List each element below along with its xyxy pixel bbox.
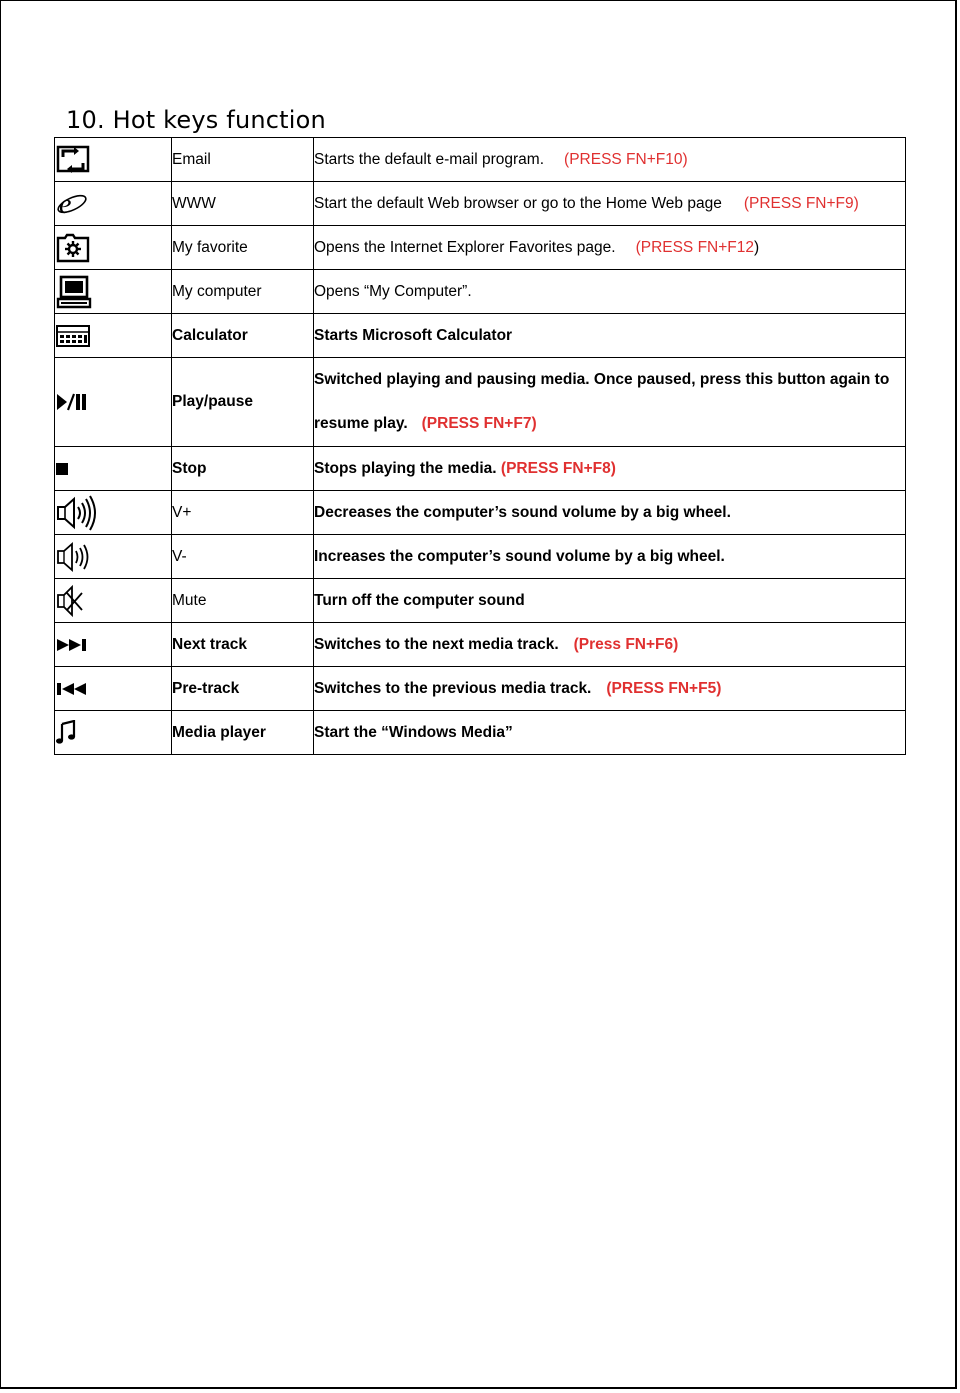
row-name-next: Next track bbox=[172, 623, 314, 667]
table-row bbox=[55, 711, 906, 755]
row-name-prev: Pre-track bbox=[172, 667, 314, 711]
row-desc-next: Switches to the next media track. bbox=[314, 635, 559, 653]
row-name-media: Media player bbox=[172, 711, 314, 755]
row-press-favorite-close: ) bbox=[754, 238, 760, 256]
play-pause-icon bbox=[55, 393, 89, 411]
row-name-playpause: Play/pause bbox=[172, 358, 314, 447]
table-row bbox=[55, 270, 906, 314]
row-name-vol-down: V- bbox=[172, 535, 314, 579]
row-name-calculator: Calculator bbox=[172, 314, 314, 358]
row-name-favorite: My favorite bbox=[172, 226, 314, 270]
table-row bbox=[55, 491, 906, 535]
music-note-icon bbox=[55, 720, 79, 746]
table-row bbox=[55, 182, 906, 226]
row-name-stop: Stop bbox=[172, 447, 314, 491]
row-desc-vol-down: Increases the computer’s sound volume by a big wheel. bbox=[314, 535, 906, 579]
table-row bbox=[55, 314, 906, 358]
favorites-icon bbox=[55, 232, 91, 264]
table-row bbox=[55, 667, 906, 711]
previous-track-icon bbox=[55, 681, 89, 697]
table-row bbox=[55, 358, 906, 447]
table-row bbox=[55, 623, 906, 667]
row-name-www: WWW bbox=[172, 182, 314, 226]
row-desc-playpause: Switched playing and pausing media. Once paused, press this button again to bbox=[314, 371, 890, 388]
row-desc-media: Start the “Windows Media” bbox=[314, 711, 906, 755]
row-name-mute: Mute bbox=[172, 579, 314, 623]
calculator-icon bbox=[55, 324, 91, 348]
table-row bbox=[55, 535, 906, 579]
row-press-www: (PRESS FN+F9) bbox=[743, 194, 859, 212]
row-press-next: (Press FN+F6) bbox=[573, 635, 679, 653]
row-press-stop: (PRESS FN+F8) bbox=[500, 459, 616, 477]
row-desc-vol-up: Decreases the computer’s sound volume by a big wheel. bbox=[314, 491, 906, 535]
email-icon bbox=[55, 143, 93, 177]
row-name-email: Email bbox=[172, 138, 314, 182]
section-heading: 10. Hot keys function bbox=[66, 106, 326, 134]
table-row bbox=[55, 138, 906, 182]
volume-up-icon bbox=[55, 494, 99, 532]
row-desc-calculator: Starts Microsoft Calculator bbox=[314, 314, 906, 358]
row-desc-mute: Turn off the computer sound bbox=[314, 579, 906, 623]
table-row bbox=[55, 226, 906, 270]
table-row bbox=[55, 579, 906, 623]
svg-text:e: e bbox=[59, 188, 72, 219]
row-desc-computer: Opens “My Computer”. bbox=[314, 270, 906, 314]
internet-explorer-icon bbox=[55, 189, 89, 219]
table-row bbox=[55, 447, 906, 491]
row-desc2-playpause: resume play. bbox=[314, 415, 408, 432]
row-desc-email: Starts the default e-mail program. bbox=[314, 150, 545, 168]
computer-icon bbox=[55, 275, 93, 309]
row-press-prev: (PRESS FN+F5) bbox=[606, 679, 722, 697]
row-name-vol-up: V+ bbox=[172, 491, 314, 535]
row-desc-stop: Stops playing the media. bbox=[314, 459, 497, 477]
mute-icon bbox=[55, 584, 85, 618]
row-press-email: (PRESS FN+F10) bbox=[564, 150, 688, 168]
next-track-icon bbox=[55, 637, 89, 653]
row-desc-www: Start the default Web browser or go to the Home Web page bbox=[314, 194, 722, 212]
volume-down-icon bbox=[55, 540, 95, 574]
stop-icon bbox=[55, 462, 69, 476]
row-press-playpause: (PRESS FN+F7) bbox=[421, 415, 537, 432]
hotkeys-table bbox=[54, 137, 906, 755]
row-desc-favorite: Opens the Internet Explorer Favorites page. bbox=[314, 238, 616, 256]
row-name-computer: My computer bbox=[172, 270, 314, 314]
row-press-favorite: (PRESS FN+F12 bbox=[635, 238, 754, 256]
row-desc-prev: Switches to the previous media track. bbox=[314, 679, 592, 697]
